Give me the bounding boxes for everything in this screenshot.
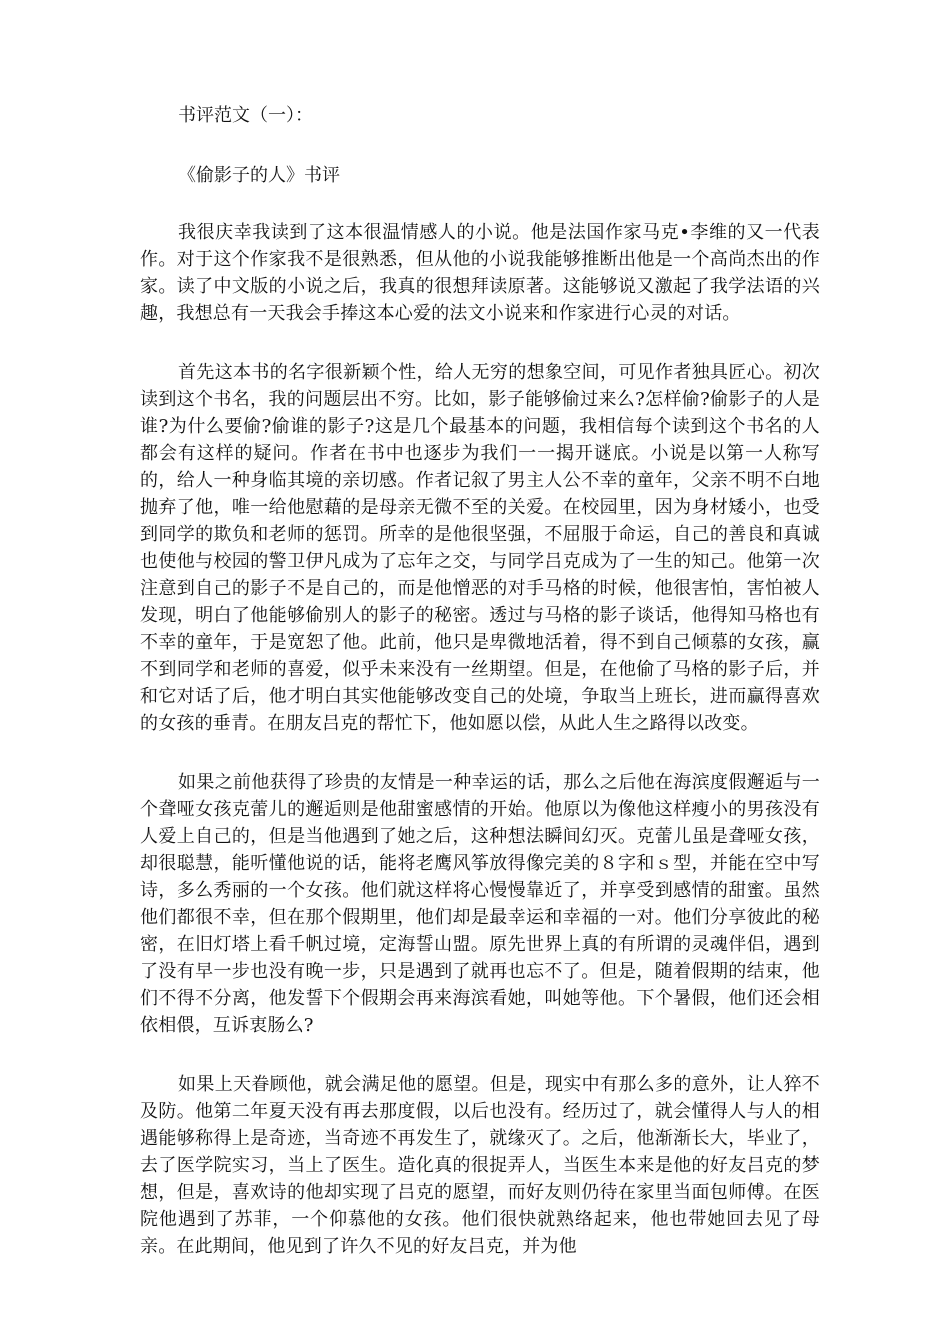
- paragraph-2: 首先这本书的名字很新颖个性，给人无穷的想象空间，可见作者独具匠心。初次读到这个书名，我的问题层出不穷。比如，影子能够偷过来么?怎样偷?偷影子的人是谁?为什么要偷?偷谁的影子?这是几个最基本的问题，我相信每个读到这个书名的人都会有这样的疑问。作者在书中也逐步为我们一一揭开谜底。小说是以第一人称写的，给人一种身临其境的亲切感。作者记叙了男主人公不幸的童年，父亲不明不白地抛弃了他，唯一给他慰藉的是母亲无微不至的关爱。在校园里，因为身材矮小，也受到同学的欺负和老师的惩罚。所幸的是他很坚强，不屈服于命运，自己的善良和真诚也使他与校园的警卫伊凡成为了忘年之交，与同学吕克成为了一生的知己。他第一次注意到自己的影子不是自己的，而是他憎恶的对手马格的时候，他很害怕，害怕被人发现，明白了他能够偷别人的影子的秘密。透过与马格的影子谈话，他得知马格也有不幸的童年，于是宽恕了他。此前，他只是卑微地活着，得不到自己倾慕的女孩，赢不到同学和老师的喜爱，似乎未来没有一丝期望。但是，在他偷了马格的影子后，并和它对话了后，他才明白其实他能够改变自己的处境，争取当上班长，进而赢得喜欢的女孩的垂青。在朋友吕克的帮忙下，他如愿以偿，从此人生之路得以改变。: [140, 362, 820, 734]
- paragraph-4: 如果上天眷顾他，就会满足他的愿望。但是，现实中有那么多的意外，让人猝不及防。他第二年夏天没有再去那度假，以后也没有。经历过了，就会懂得人与人的相遇能够称得上是奇迹，当奇迹不再发生了，就缘灭了。之后，他渐渐长大，毕业了，去了医学院实习，当上了医生。造化真的很捉弄人，当医生本来是他的好友吕克的梦想，但是，喜欢诗的他却实现了吕克的愿望，而好友则仍待在家里当面包师傅。在医院他遇到了苏菲，一个仰慕他的女孩。他们很快就熟络起来，他也带她回去见了母亲。在此期间，他见到了许久不见的好友吕克，并为他: [140, 1074, 820, 1257]
- paragraph-3: 如果之前他获得了珍贵的友情是一种幸运的话，那么之后他在海滨度假邂逅与一个聋哑女孩克蕾儿的邂逅则是他甜蜜感情的开始。他原以为像他这样瘦小的男孩没有人爱上自己的，但是当他遇到了她之后，这种想法瞬间幻灭。克蕾儿虽是聋哑女孩，却很聪慧，能听懂他说的话，能将老鹰风筝放得像完美的８字和ｓ型，并能在空中写诗，多么秀丽的一个女孩。他们就这样将心慢慢靠近了，并享受到感情的甜蜜。虽然他们都很不幸，但在那个假期里，他们却是最幸运和幸福的一对。他们分享彼此的秘密，在旧灯塔上看千帆过境，定海誓山盟。原先世界上真的有所谓的灵魂伴侣，遇到了没有早一步也没有晚一步，只是遇到了就再也忘不了。但是，随着假期的结束，他们不得不分离，他发誓下个假期会再来海滨看她，叫她等他。下个暑假，他们还会相依相偎，互诉衷肠么?: [140, 772, 820, 1036]
- section-heading: 书评范文（一）：: [178, 105, 313, 126]
- paragraph-1: 我很庆幸我读到了这本很温情感人的小说。他是法国作家马克•李维的又一代表作。对于这个作家我不是很熟悉，但从他的小说我能够推断出他是一个高尚杰出的作家。读了中文版的小说之后，我真的很想拜读原著。这能够说又激起了我学法语的兴趣，我想总有一天我会手捧这本心爱的法文小说来和作家进行心灵的对话。: [140, 222, 820, 324]
- document-page: [140, 103, 820, 1292]
- book-review-title: 《偷影子的人》书评: [178, 165, 340, 186]
